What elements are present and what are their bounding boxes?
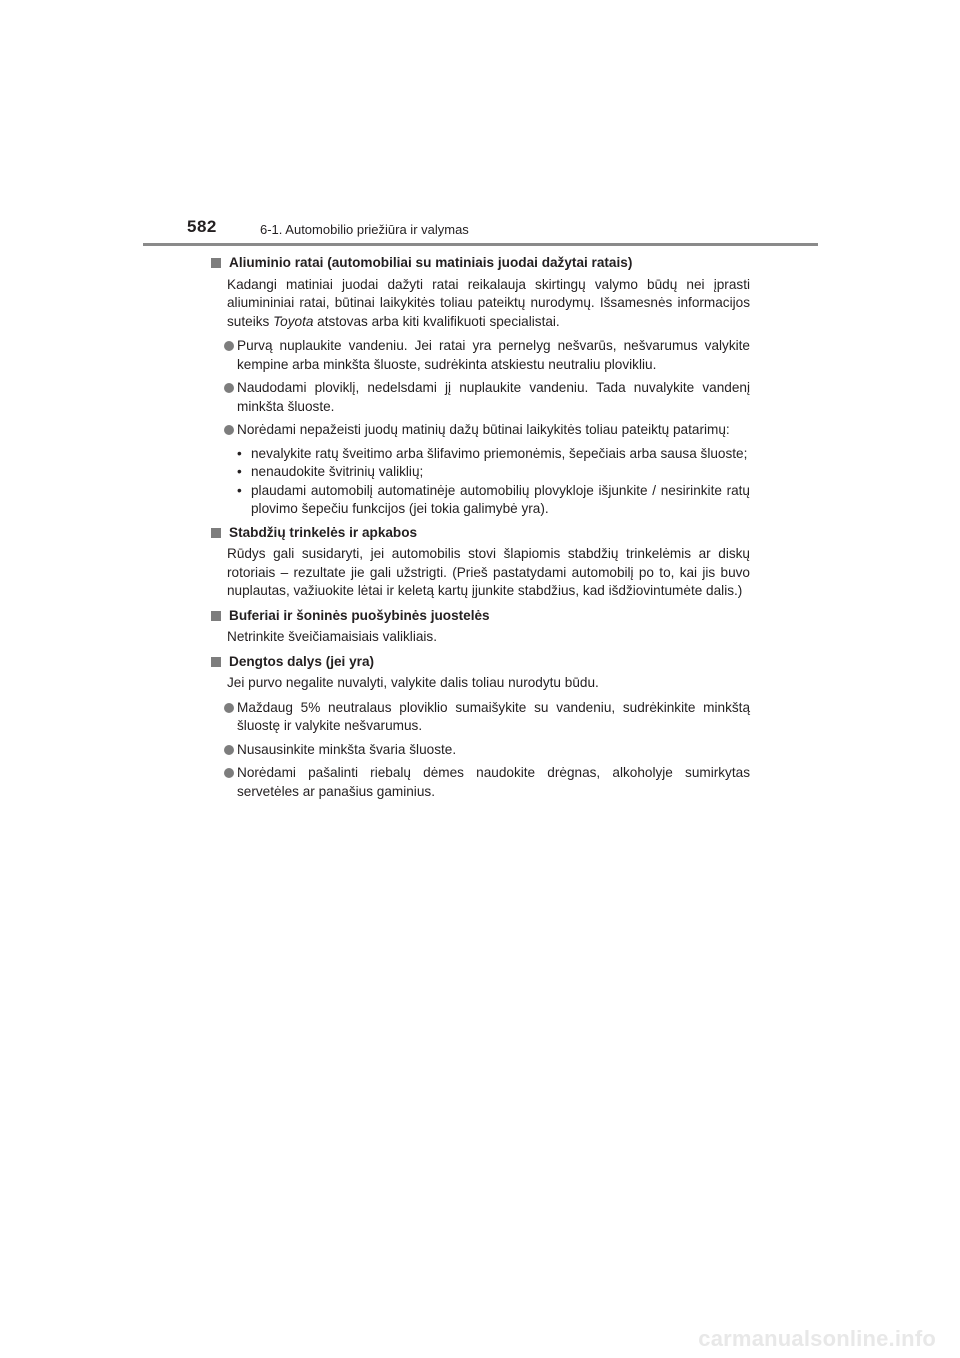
list-item-text: Naudodami ploviklį, nedelsdami jį nuplaukite vandeniu. Tada nuvalykite vandenį minkšta šluoste.	[237, 380, 750, 414]
sub-list-item-text: plaudami automobilį automatinėje automobilių plovykloje išjunkite / nesirinkite ratų plovimo šepečiu funkcijos (jei tokia galimybė yra).	[251, 482, 750, 516]
list-item	[210, 421, 750, 440]
list-item-text: Norėdami nepažeisti juodų matinių dažų būtinai laikykitės toliau pateiktų patarimų:	[237, 422, 730, 437]
list-item	[210, 379, 750, 416]
list-item	[210, 337, 750, 374]
list-item-text: Nusausinkite minkšta švaria šluoste.	[237, 741, 457, 757]
sub-list-item-text: nevalykite ratų šveitimo arba šlifavimo priemonėmis, šepečiais arba sausa šluoste;	[251, 445, 748, 461]
section-heading	[210, 653, 750, 672]
heading-text: Dengtos dalys (jei yra)	[229, 653, 375, 669]
list-item	[210, 699, 750, 736]
page-header	[0, 0, 960, 250]
square-bullet-icon	[211, 528, 221, 538]
section-heading	[210, 524, 750, 543]
intro-text: Kadangi matiniai juodai dažyti ratai reikalauja skirtingų valymo būdų nei įprasti aliumininiai ratai, būtinai laikykitės toliau pateiktų nurodymų. Išsamesnės informacijos suteiks	[227, 276, 750, 329]
square-bullet-icon	[211, 611, 221, 621]
section-text: Jei purvo negalite nuvalyti, valykite dalis toliau nurodytu būdu.	[227, 675, 599, 690]
sub-list-item	[210, 463, 750, 482]
section-text: Netrinkite šveičiamaisiais valikliais.	[227, 629, 438, 644]
circle-bullet-icon	[224, 341, 234, 351]
list-item-text: Purvą nuplaukite vandeniu. Jei ratai yra pernelyg nešvarūs, nešvarumus valykite kempine arba minkšta šluoste, sudrėkinta atskiestu neutraliu plovikliu.	[237, 338, 750, 372]
circle-bullet-icon	[224, 745, 234, 755]
circle-bullet-icon	[224, 768, 234, 778]
square-bullet-icon	[211, 657, 221, 667]
circle-bullet-icon	[224, 383, 234, 393]
list-item	[210, 764, 750, 801]
sub-list-item	[210, 482, 750, 519]
watermark: carmanualsonline.info	[698, 1326, 936, 1351]
section-title: 6-1. Automobilio priežiūra ir valymas	[260, 222, 469, 237]
section-intro	[210, 276, 750, 332]
heading-text: Stabdžių trinkelės ir apkabos	[229, 524, 418, 540]
intro-text-end: atstovas arba kiti kvalifikuoti specialistai.	[313, 313, 560, 329]
section-text: Rūdys gali susidaryti, jei automobilis stovi šlapiomis stabdžių trinkelėmis ar diskų rotoriais – rezultate jie gali užstrigti. (Prieš pastatydami automobilį po to, kai jis buvo nuplautas, važiuokite lėtai ir keletą kartų įjunkite stabdžius, kad išdžiovintumėte dalis.)	[227, 546, 750, 598]
sub-list-item-text: nenaudokite švitrinių valiklių;	[251, 464, 424, 479]
heading-text: Buferiai ir šoninės puošybinės juostelės	[229, 607, 490, 623]
section-heading	[210, 254, 750, 273]
header-divider	[143, 243, 818, 246]
circle-bullet-icon	[224, 425, 234, 435]
list-item-text: Maždaug 5% neutralaus ploviklio sumaišykite su vandeniu, sudrėkinkite minkštą šluostę ir valykite nešvarumus.	[237, 699, 750, 733]
circle-bullet-icon	[224, 703, 234, 713]
sub-bullet-marker: •	[237, 482, 242, 498]
sub-list	[210, 445, 750, 519]
heading-text: Aliuminio ratai (automobiliai su matiniais juodai dažytai ratais)	[229, 255, 633, 270]
brand-name: Toyota	[273, 313, 314, 329]
sub-bullet-marker: •	[237, 445, 242, 461]
page-content	[210, 254, 750, 806]
square-bullet-icon	[211, 258, 221, 268]
section-heading	[210, 607, 750, 626]
page-number: 582	[187, 217, 217, 236]
sub-list-item	[210, 445, 750, 464]
list-item	[210, 741, 750, 760]
sub-bullet-marker: •	[237, 464, 242, 479]
list-item-text: Norėdami pašalinti riebalų dėmes naudokite drėgnas, alkoholyje sumirkytas servetėles ar panašius gaminius.	[237, 765, 750, 799]
